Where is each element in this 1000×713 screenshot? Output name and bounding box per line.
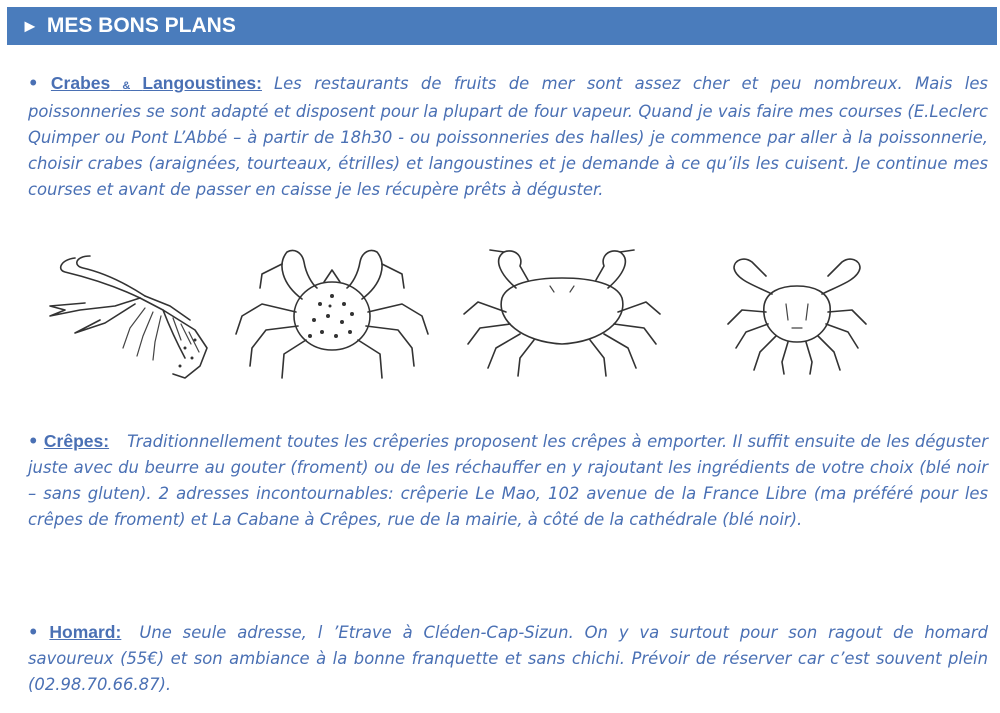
arrow-right-icon: ► [21, 15, 39, 36]
crabes-text: Les restaurants de fruits de mer sont assez cher et peu nombreux. Mais les poissonneries se sont adapté et disposent pour la plupart de four vapeur. Quand je vais faire mes courses (E.Leclerc Quimper ou Pont L’Abbé – à partir de 18h30 - ou poissonneries des halles) je commence par aller à la poissonnerie, choisir crabes (araignées, tourteaux, étrilles) et langoustines et je demande à ce qu’ils les cuisent. Je continue mes courses et avant de passer en caisse je les récupère prêts à déguster. [28, 74, 988, 199]
bullet: • [28, 74, 39, 93]
section-homard [28, 619, 988, 698]
heading-crabes [51, 73, 262, 93]
crepes-text: Traditionnellement toutes les crêperies proposent les crêpes à emporter. Il suffit ensuite de les déguster juste avec du beurre au gouter (froment) ou de les réchauffer en y rajoutant les ingrédients de votre choix (blé noir – sans gluten). 2 adresses incontournables: crêperie Le Mao, 102 avenue de la France Libre (ma préféré pour les crêpes de froment) et La Cabane à Crêpes, rue de la mairie, à côté de la cathédrale (blé noir). [28, 432, 988, 529]
heading-crabes-b: Langoustines: [142, 73, 262, 93]
section-banner [7, 7, 997, 45]
spider-crab-drawing [232, 244, 432, 384]
brown-crab-drawing [462, 246, 662, 381]
heading-crabes-a: Crabes [50, 73, 111, 93]
banner-title: MES BONS PLANS [46, 14, 236, 37]
heading-crabes-amp: & [122, 80, 131, 92]
velvet-crab-drawing [722, 250, 872, 382]
bullet: • [28, 623, 39, 642]
section-crabes [28, 70, 988, 203]
homard-text: Une seule adresse, l ’Etrave à Cléden-Cap-Sizun. On y va surtout pour son ragout de homard savoureux (55€) et son ambiance à la bonne franquette et sans chichi. Prévoir de réserver car c’est souvent plein (02.98.70.66.87). [28, 623, 988, 694]
langoustine-drawing [45, 248, 215, 393]
heading-crepes: Crêpes: [43, 431, 110, 451]
heading-homard: Homard: [49, 622, 122, 642]
bullet: • [28, 432, 39, 451]
section-crepes [28, 428, 988, 533]
